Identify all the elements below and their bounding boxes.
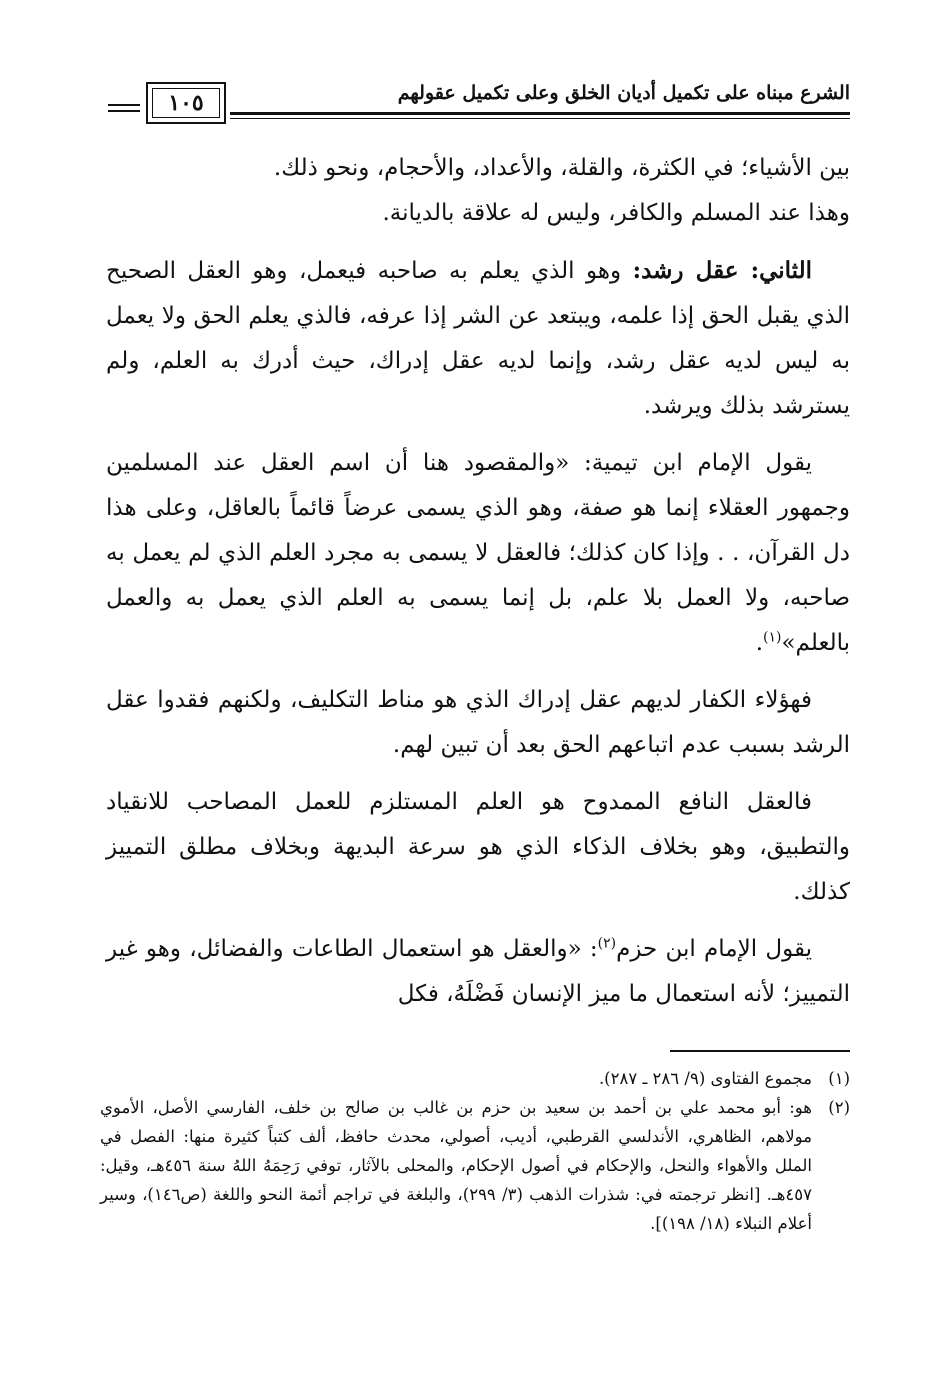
paragraph-6-start: يقول الإمام ابن حزم — [616, 936, 812, 962]
footnote-1 — [100, 1064, 850, 1093]
paragraph-1 — [106, 146, 850, 236]
paragraph-1-line-1: بين الأشياء؛ في الكثرة، والقلة، والأعداد، والأحجام، ونحو ذلك. — [273, 155, 850, 181]
paragraph-4-text: فهؤلاء الكفار لديهم عقل إدراك الذي هو مناط التكليف، ولكنهم فقدوا عقل الرشد بسبب عدم اتباعهم الحق بعد أن تبين لهم. — [106, 687, 850, 758]
page-number: ١٠٥ — [168, 90, 204, 116]
footnote-text: مجموع الفتاوى (٩/ ٢٨٦ ـ ٢٨٧). — [598, 1069, 812, 1088]
paragraph-2-text: وهو الذي يعلم به صاحبه فيعمل، وهو العقل الصحيح الذي يقبل الحق إذا علمه، ويبتعد عن الشر إذا عرفه، فالذي يعلم الحق ولا يعمل به ليس لديه عقل رشد، وإنما لديه عقل إدراك، حيث أدرك به العلم، ولم يسترشد بذلك ويرشد. — [106, 258, 850, 419]
header-rule-left-bottom — [108, 110, 140, 112]
footnote-ref-1: (١) — [763, 629, 782, 646]
footnote-separator — [670, 1050, 850, 1052]
paragraph-6-text: : «والعقل هو استعمال الطاعات والفضائل، وهو غير التمييز؛ لأنه استعمال ما ميز الإنسان فَضْلَهُ، فكل — [106, 936, 850, 1007]
paragraph-1-line-2: وهذا عند المسلم والكافر، وليس له علاقة بالديانة. — [382, 200, 850, 226]
paragraph-3-text: يقول الإمام ابن تيمية: «والمقصود هنا أن اسم العقل عند المسلمين وجمهور العقلاء إنما هو صفة، وهو الذي يسمى عرضاً قائماً بالعاقل، وعلى هذا دل القرآن، . . وإذا كان كذلك؛ فالعقل لا يسمى به مجرد العلم الذي لم يعمل به صاحبه، ولا العمل بلا علم، بل إنما يسمى به العلم الذي يعمل به والعمل بالعلم» — [106, 450, 850, 656]
footnote-text: هو: أبو محمد علي بن أحمد بن سعيد بن حزم بن غالب بن صالح بن خلف، الفارسي الأصل، الأموي مولاهم، الظاهري، الأندلسي القرطبي، أديب، أصولي، محدث حافظ، ألف كتباً كثيرة منها: الفصل في الملل والأهواء والنحل، والإحكام في أصول الإحكام، والمحلى بالآثار، توفي رَحِمَهُ اللهُ سنة ٤٥٦هـ، وقيل: ٤٥٧هـ. [انظر ترجمته في: شذرات الذهب (٣/ ٢٩٩)، والبلغة في تراجم أئمة النحو واللغة (ص١٤٦)، وسير أعلام النبلاء (١٨/ ١٩٨)]. — [100, 1098, 812, 1233]
paragraph-5-text: فالعقل النافع الممدوح هو العلم المستلزم للعمل المصاحب للانقياد والتطبيق، وهو بخلاف الذكاء الذي هو سرعة البديهة وبخلاف مطلق التمييز كذلك. — [106, 789, 850, 905]
footnotes — [100, 1064, 850, 1238]
main-text — [106, 146, 850, 1029]
footnote-ref-2: (٢) — [597, 935, 617, 952]
header-rule-thick — [230, 112, 850, 115]
paragraph-5 — [106, 780, 850, 915]
running-header — [108, 70, 850, 130]
footnote-number: (١) — [828, 1069, 850, 1088]
paragraph-3-end: . — [755, 630, 764, 656]
footnote-number: (٢) — [828, 1098, 850, 1117]
header-rule-thin — [230, 118, 850, 119]
paragraph-6 — [106, 927, 850, 1017]
paragraph-3 — [106, 441, 850, 666]
section-label-aql-rushd: الثاني: عقل رشد: — [632, 257, 812, 284]
footnote-2 — [100, 1093, 850, 1238]
header-rule-left-top — [108, 104, 140, 106]
paragraph-2 — [106, 248, 850, 429]
page-number-frame — [146, 82, 226, 124]
paragraph-4 — [106, 678, 850, 768]
header-title: الشرع مبناه على تكميل أديان الخلق وعلى تكميل عقولهم — [397, 82, 850, 104]
